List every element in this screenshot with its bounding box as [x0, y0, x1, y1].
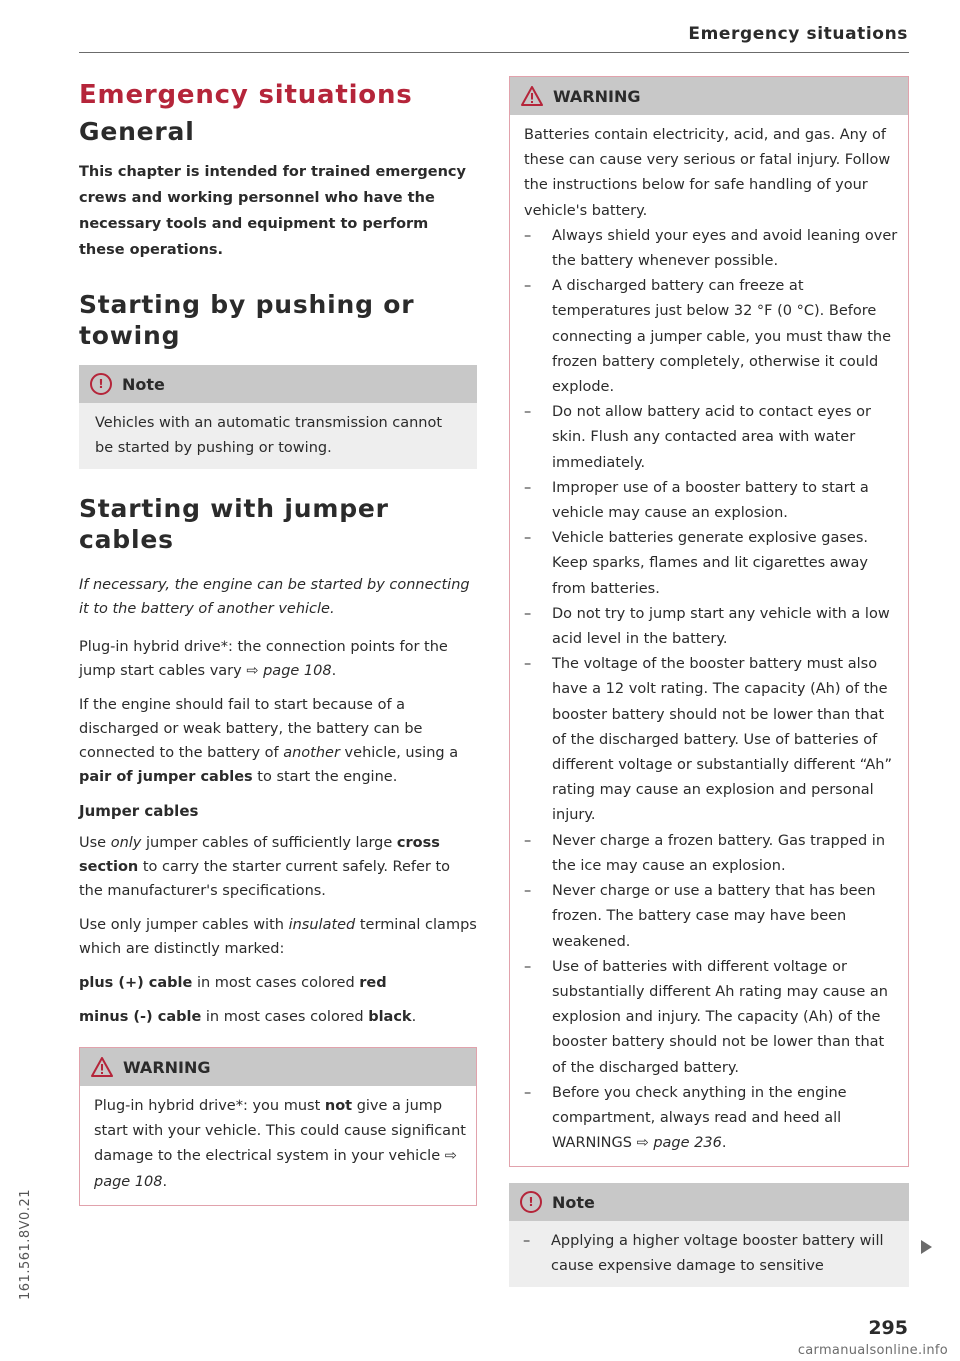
jumper-intro: If necessary, the engine can be started by connecting it to the battery of another vehicle.	[79, 577, 470, 617]
warning-text	[80, 1086, 476, 1205]
list-item: – The voltage of the booster battery must also have a 12 volt rating. The capacity (Ah) of the booster battery should not be lower than that of the discharged battery. Use of batteries of different voltage or substantially different “Ah” rating may cause an explosion and personal injury.	[524, 652, 898, 828]
section-heading-push-tow: Starting by pushing or towing	[79, 290, 415, 350]
list-item: – Always shield your eyes and avoid leaning over the battery whenever possible.	[524, 224, 898, 274]
note-icon: !	[90, 373, 112, 395]
list-item: – Vehicle batteries generate explosive gases. Keep sparks, flames and lit cigarettes away from batteries.	[524, 526, 898, 602]
chapter-intro: This chapter is intended for trained emergency crews and working personnel who have the necessary tools and equipment to perform these operations.	[79, 164, 466, 258]
note-icon: !	[520, 1191, 542, 1213]
text-run: .	[721, 1135, 727, 1152]
note-label: Note	[122, 374, 165, 394]
note-box-booster	[509, 1183, 909, 1287]
left-column	[79, 72, 477, 1206]
warning-label: WARNING	[123, 1057, 211, 1077]
document-code: 161.561.8V0.21	[18, 1189, 33, 1300]
text-run: .	[331, 663, 337, 679]
text-run: in most cases colored	[192, 975, 360, 991]
warning-triangle-icon	[521, 86, 543, 106]
text-run: Use	[79, 835, 111, 851]
list-item: – Do not try to jump start any vehicle with a low acid level in the battery.	[524, 602, 898, 652]
list-item: – Applying a higher voltage booster battery will cause expensive damage to sensitive	[523, 1229, 895, 1279]
note-box-push	[79, 365, 477, 469]
paragraph-cross-section	[79, 831, 477, 903]
subheading-jumper-cables: Jumper cables	[79, 802, 199, 820]
running-header-title: Emergency situations	[688, 24, 908, 44]
bold-term: red	[359, 975, 387, 991]
page-number: 295	[868, 1317, 908, 1339]
chapter-title: Emergency situations	[79, 80, 413, 110]
bold-term: not	[324, 1098, 353, 1114]
text-run: Use only jumper cables with	[79, 917, 289, 933]
section-heading-jumper: Starting with jumper cables	[79, 494, 389, 554]
note-list	[523, 1229, 895, 1279]
list-item: – A discharged battery can freeze at temperatures just below 32 °F (0 °C). Before connecting a jumper cable, you must thaw the frozen battery completely, otherwise it could explode.	[524, 274, 898, 400]
warning-box-battery	[509, 76, 909, 1167]
list-item	[524, 1081, 898, 1157]
emphasis: another	[283, 745, 340, 761]
text-run: Before you check anything in the engine compartment, always read and heed all WARNINGS	[552, 1084, 847, 1152]
text-run: .	[162, 1173, 168, 1190]
paragraph-hybrid-connection	[79, 635, 477, 683]
bold-term: pair of jumper cables	[79, 769, 253, 785]
plus-cable-line	[79, 971, 477, 995]
warning-box-hybrid	[79, 1047, 477, 1206]
bold-term: minus (-) cable	[79, 1009, 202, 1025]
note-header	[79, 365, 477, 403]
text-run: terminal clamps which are distinctly marked:	[79, 917, 477, 957]
right-column	[509, 76, 909, 1287]
warning-intro: Batteries contain electricity, acid, and gas. Any of these can cause very serious or fatal injury. Follow the instructions below for safe handling of your vehicle's battery.	[524, 127, 891, 219]
emphasis: insulated	[288, 917, 356, 933]
text-run: to carry the starter current safely. Refer to the manufacturer's specifications.	[79, 859, 451, 899]
text-run: to start the engine.	[252, 769, 398, 785]
list-item: – Never charge a frozen battery. Gas trapped in the ice may cause an explosion.	[524, 829, 898, 879]
warning-list	[524, 224, 898, 1157]
note-text	[509, 1221, 909, 1287]
warning-label: WARNING	[553, 86, 641, 106]
paragraph-insulated-clamps	[79, 913, 477, 961]
page-reference-link[interactable]: ⇨ page 108	[94, 1148, 457, 1190]
watermark: carmanualsonline.info	[797, 1343, 948, 1358]
list-item: – Improper use of a booster battery to start a vehicle may cause an explosion.	[524, 476, 898, 526]
text-run: Plug-in hybrid drive*: you must	[94, 1098, 325, 1114]
warning-header	[80, 1048, 476, 1086]
note-label: Note	[552, 1192, 595, 1212]
text-run: jumper cables of sufficiently large	[141, 835, 397, 851]
text-run: in most cases colored	[201, 1009, 369, 1025]
minus-cable-line	[79, 1005, 477, 1029]
list-item: – Do not allow battery acid to contact eyes or skin. Flush any contacted area with water immediately.	[524, 400, 898, 476]
note-header	[509, 1183, 909, 1221]
text-run: .	[411, 1009, 417, 1025]
note-text: Vehicles with an automatic transmission cannot be started by pushing or towing.	[79, 403, 477, 469]
page-reference-link[interactable]: ⇨ page 236	[636, 1135, 722, 1152]
list-item: – Never charge or use a battery that has been frozen. The battery case may have been weakened.	[524, 879, 898, 955]
section-heading-general: General	[79, 117, 195, 146]
continue-arrow-icon	[921, 1240, 932, 1254]
emphasis: only	[110, 835, 142, 851]
header-rule	[79, 52, 909, 53]
bold-term: black	[368, 1009, 412, 1025]
warning-text	[510, 115, 908, 1166]
warning-triangle-icon	[91, 1057, 113, 1077]
text-run: give a jump start with your vehicle. This could cause significant damage to the electrical system in your vehicle	[94, 1098, 466, 1165]
text-run: Plug-in hybrid drive*: the connection points for the jump start cables vary	[79, 639, 448, 679]
list-item: – Use of batteries with different voltage or substantially different Ah rating may cause an explosion and injury. The capacity (Ah) of the booster battery should not be lower than that of the discharged battery.	[524, 955, 898, 1081]
bold-term: plus (+) cable	[79, 975, 193, 991]
text-run: If the engine should fail to start because of a discharged or weak battery, the battery can be connected to the battery of	[79, 697, 423, 761]
warning-header	[510, 77, 908, 115]
page-reference-link[interactable]: ⇨ page 108	[246, 663, 332, 679]
text-run: vehicle, using a	[339, 745, 459, 761]
paragraph-discharged-battery	[79, 693, 477, 789]
bold-term: cross section	[79, 835, 440, 875]
